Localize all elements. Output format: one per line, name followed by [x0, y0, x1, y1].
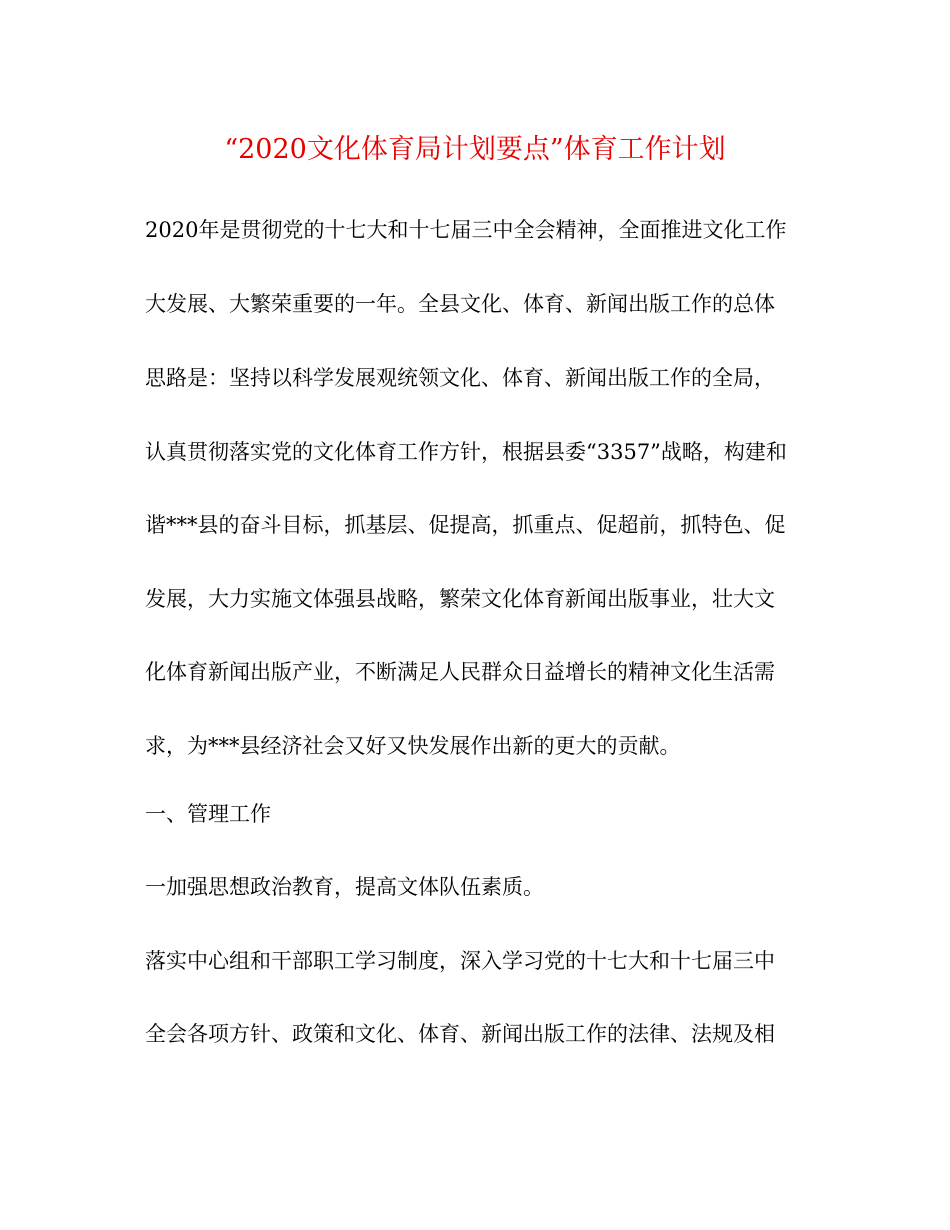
subsection-heading: 一加强思想政治教育，提高文体队伍素质。 — [145, 875, 544, 899]
body-line: 落实中心组和干部职工学习制度，深入学习党的十七大和十七届三中 — [145, 949, 775, 973]
body-line: 认真贯彻落实党的文化体育工作方针，根据县委“3357”战略，构建和 — [145, 440, 787, 464]
body-line: 发展，大力实施文体强县战略，繁荣文化体育新闻出版事业，壮大文 — [145, 587, 775, 611]
body-line: 化体育新闻出版产业，不断满足人民群众日益增长的精神文化生活需 — [145, 660, 775, 684]
body-line: 2020年是贯彻党的十七大和十七届三中全会精神，全面推进文化工作 — [145, 218, 787, 242]
document-title: “2020文化体育局计划要点”体育工作计划 — [224, 134, 726, 165]
body-line: 全会各项方针、政策和文化、体育、新闻出版工作的法律、法规及相 — [145, 1022, 775, 1046]
body-line: 思路是：坚持以科学发展观统领文化、体育、新闻出版工作的全局， — [145, 366, 775, 390]
section-heading: 一、管理工作 — [145, 802, 271, 826]
body-line: 大发展、大繁荣重要的一年。全县文化、体育、新闻出版工作的总体 — [145, 292, 775, 316]
body-line: 求，为***县经济社会又好又快发展作出新的更大的贡献。 — [145, 734, 681, 758]
body-line: 谐***县的奋斗目标，抓基层、促提高，抓重点、促超前，抓特色、促 — [145, 513, 786, 537]
